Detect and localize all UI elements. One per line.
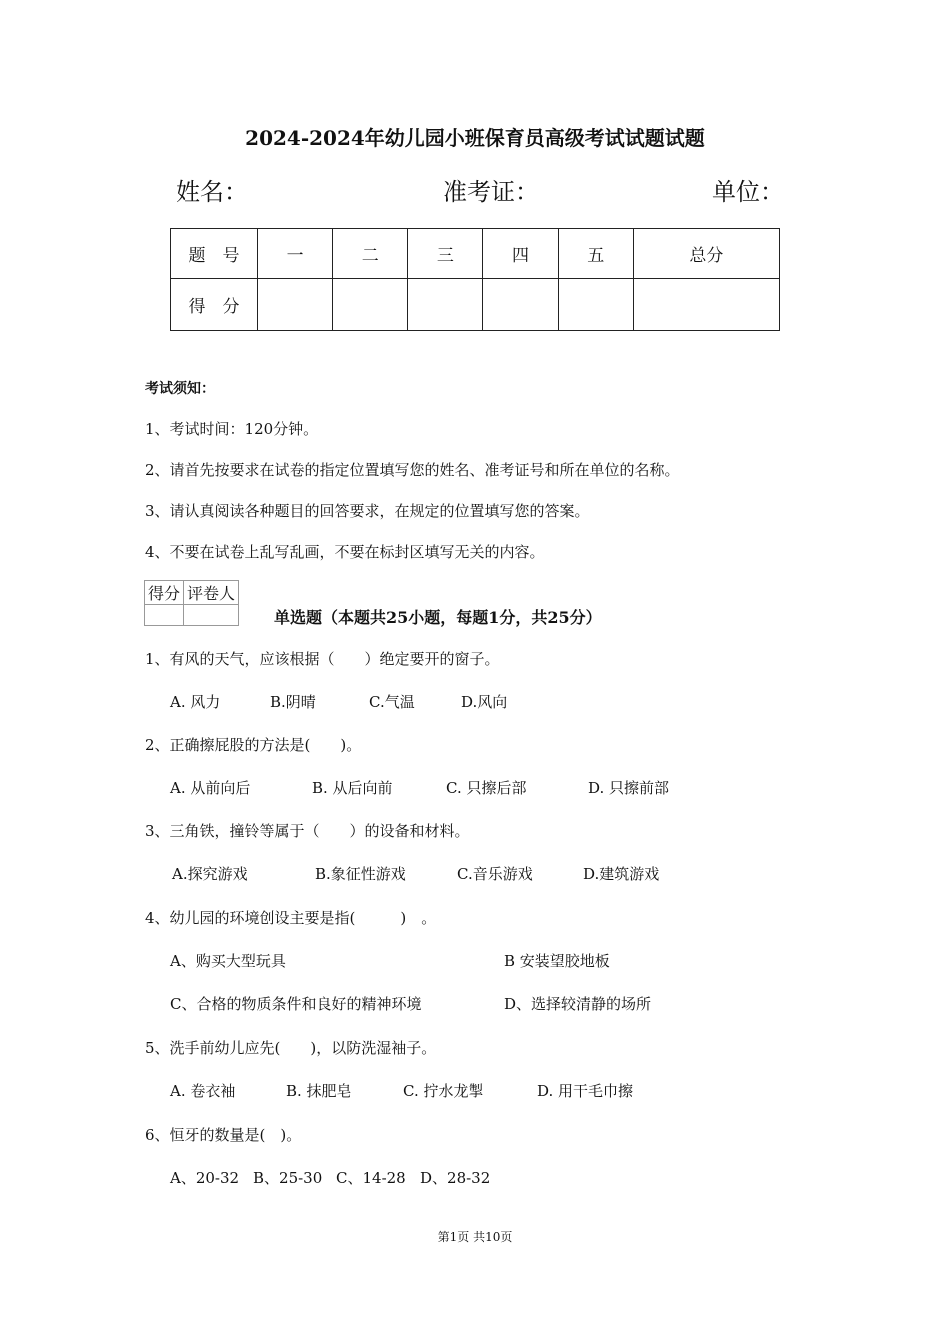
option: D.风向 bbox=[461, 693, 508, 711]
option: A. 风力 bbox=[170, 693, 221, 711]
notice-item: 3、请认真阅读各种题目的回答要求，在规定的位置填写您的答案。 bbox=[145, 502, 590, 520]
option: D、选择较清静的场所 bbox=[504, 995, 652, 1013]
grader-name-cell bbox=[184, 605, 239, 626]
option: B. 从后向前 bbox=[312, 779, 393, 797]
question-text: 2、正确擦屁股的方法是( )。 bbox=[145, 736, 362, 754]
option: B、25-30 bbox=[253, 1169, 323, 1187]
option: B.象征性游戏 bbox=[315, 865, 406, 883]
score-cell-total bbox=[633, 279, 779, 331]
score-cell-2 bbox=[333, 279, 408, 331]
option: C、14-28 bbox=[336, 1169, 406, 1187]
score-table-score-row bbox=[171, 279, 780, 331]
option: C、合格的物质条件和良好的精神环境 bbox=[170, 995, 422, 1013]
option: A. 卷衣袖 bbox=[170, 1082, 236, 1100]
section-4-header: 四 bbox=[483, 229, 558, 279]
exam-number-field-label: 准考证： bbox=[443, 178, 539, 206]
section-1-header: 一 bbox=[258, 229, 333, 279]
total-header: 总分 bbox=[633, 229, 779, 279]
option: C.音乐游戏 bbox=[457, 865, 533, 883]
grader-score-cell bbox=[145, 605, 184, 626]
score-cell-1 bbox=[258, 279, 333, 331]
notice-item: 1、考试时间：120分钟。 bbox=[145, 420, 319, 438]
score-cell-4 bbox=[483, 279, 558, 331]
option: C. 拧水龙掣 bbox=[403, 1082, 484, 1100]
option: B. 抹肥皂 bbox=[286, 1082, 352, 1100]
section-2-header: 二 bbox=[333, 229, 408, 279]
question-text: 1、有风的天气，应该根据（ ）绝定要开的窗子。 bbox=[145, 650, 500, 668]
score-label: 得 分 bbox=[171, 279, 258, 331]
option: C. 只擦后部 bbox=[446, 779, 527, 797]
score-table-header-row bbox=[171, 229, 780, 279]
option: A. 从前向后 bbox=[170, 779, 251, 797]
name-field-label: 姓名： bbox=[176, 178, 248, 206]
score-cell-5 bbox=[558, 279, 633, 331]
question-text: 6、恒牙的数量是( )。 bbox=[145, 1126, 302, 1144]
option: B 安装望胶地板 bbox=[504, 952, 610, 970]
option: A、20-32 bbox=[170, 1169, 240, 1187]
grader-score-label: 得分 bbox=[145, 581, 184, 605]
unit-field-label: 单位： bbox=[712, 178, 784, 206]
page-footer: 第1页 共10页 bbox=[437, 1230, 513, 1244]
question-text: 3、三角铁，撞铃等属于（ ）的设备和材料。 bbox=[145, 822, 470, 840]
option: C.气温 bbox=[369, 693, 415, 711]
option: A.探究游戏 bbox=[172, 865, 248, 883]
grader-box bbox=[144, 580, 239, 626]
option: A、购买大型玩具 bbox=[170, 952, 286, 970]
notice-title: 考试须知： bbox=[145, 381, 215, 397]
section-3-header: 三 bbox=[408, 229, 483, 279]
question-text: 4、幼儿园的环境创设主要是指( ) 。 bbox=[145, 909, 437, 927]
option: D. 用干毛巾擦 bbox=[537, 1082, 634, 1100]
option: D.建筑游戏 bbox=[583, 865, 660, 883]
question-text: 5、洗手前幼儿应先( )，以防洗湿袖子。 bbox=[145, 1039, 437, 1057]
option: B.阴晴 bbox=[270, 693, 316, 711]
grader-name-label: 评卷人 bbox=[184, 581, 239, 605]
score-cell-3 bbox=[408, 279, 483, 331]
question-number-label: 题 号 bbox=[171, 229, 258, 279]
option: D、28-32 bbox=[420, 1169, 491, 1187]
section-title: 单选题（本题共25小题，每题1分，共25分） bbox=[274, 608, 602, 627]
option: D. 只擦前部 bbox=[588, 779, 670, 797]
page-title: 2024-2024年幼儿园小班保育员高级考试试题试题 bbox=[245, 126, 705, 150]
notice-item: 2、请首先按要求在试卷的指定位置填写您的姓名、准考证号和所在单位的名称。 bbox=[145, 461, 680, 479]
score-table bbox=[170, 228, 780, 331]
notice-item: 4、不要在试卷上乱写乱画，不要在标封区填写无关的内容。 bbox=[145, 543, 545, 561]
section-5-header: 五 bbox=[558, 229, 633, 279]
